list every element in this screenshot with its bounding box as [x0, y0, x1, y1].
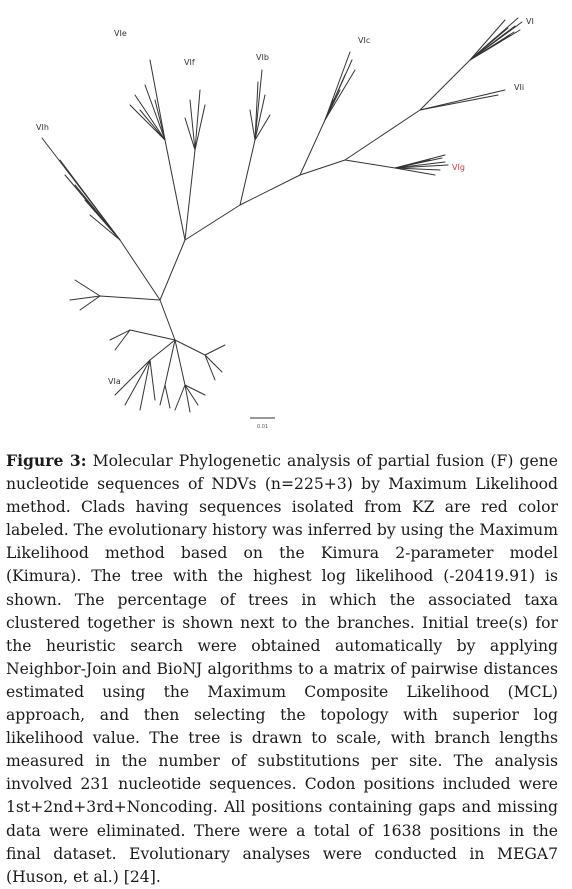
clade-label-vie: VIe — [114, 29, 127, 38]
clade-label-via: VIa — [108, 377, 121, 386]
clade-label-vih: VIh — [36, 123, 49, 132]
figure-caption — [6, 449, 558, 889]
scale-bar-label: 0.01 — [257, 424, 269, 430]
clade-label-vig: VIg — [452, 163, 465, 172]
phylogenetic-tree-figure — [0, 0, 572, 440]
clade-label-vif: VIf — [184, 58, 195, 67]
figure-label: Figure 3: — [6, 451, 87, 470]
tree-branches — [42, 18, 525, 412]
tree-canvas — [0, 0, 572, 440]
figure-caption-text: Molecular Phylogenetic analysis of partial fusion (F) gene nucleotide sequences of NDVs (n=225+3) by Maximum Likelihood method. Clads having sequences isolated from KZ are red color labeled. The evolutionary history was inferred by using the Maximum Likelihood method based on the Kimura 2-parameter model (Kimura). The tree with the highest log likelihood (-20419.91) is shown. The percentage of trees in which the associated taxa clustered together is shown next to the branches. Initial tree(s) for the heuristic search were obtained automatically by applying Neighbor-Join and BioNJ algorithms to a matrix of pairwise distances estimated using the Maximum Composite Likelihood (MCL) approach, and then selecting the topology with superior log likelihood value. The tree is drawn to scale, with branch lengths measured in the number of substitutions per site. The analysis involved 231 nucleotide sequences. Codon positions included were 1st+2nd+3rd+Noncoding. All positions containing gaps and missing data were eliminated. There were a total of 1638 positions in the final dataset. Evolutionary analyses were conducted in MEGA7 (Huson, et al.) [24]. — [6, 452, 558, 886]
clade-label-vii: VIi — [514, 83, 525, 92]
clade-label-vib: VIb — [256, 53, 269, 62]
clade-label-vi: VI — [526, 17, 534, 26]
clade-label-vic: VIc — [358, 36, 371, 45]
